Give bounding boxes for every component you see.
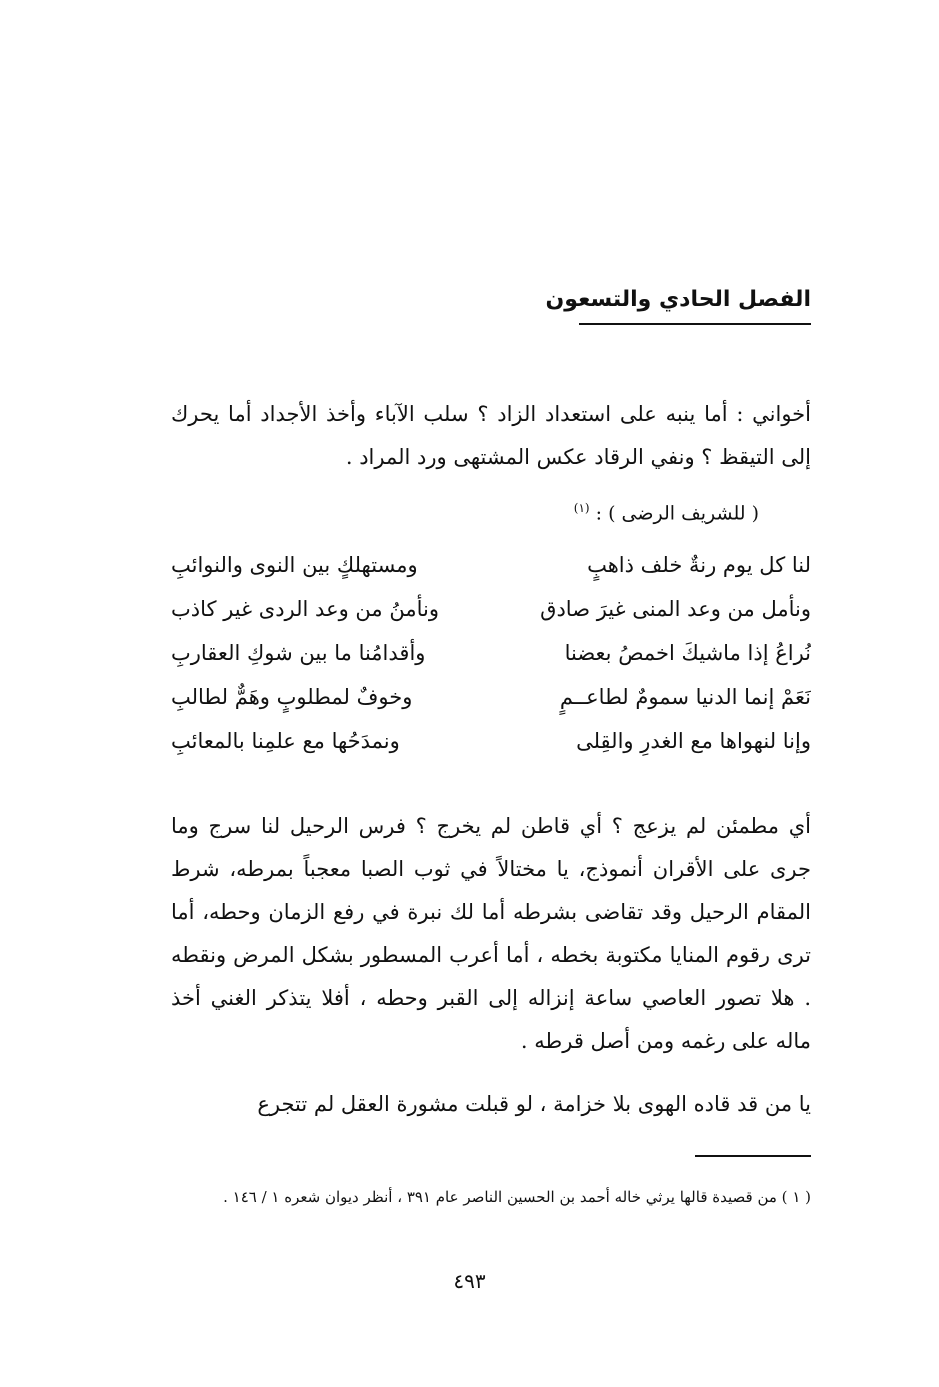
footnote-separator xyxy=(695,1155,811,1157)
title-underline xyxy=(579,323,811,325)
poem-verse xyxy=(171,633,811,677)
verse-first-hemistich: نَعَمْ إنما الدنيا سمومٌ لطاعــمٍ xyxy=(559,685,811,709)
footnote: ( ١ ) من قصيدة قالها يرثي خاله أحمد بن الحسين الناصر عام ٣٩١ ، أنظر ديوان شعره ١ / ١٤٦ . xyxy=(223,1188,811,1206)
verse-first-hemistich: لنا كل يوم رنةٌ خلف ذاهبٍ xyxy=(587,553,811,577)
last-paragraph: يا من قد قاده الهوى بلا خزامة ، لو قبلت مشورة العقل لم تتجرع xyxy=(257,1092,811,1116)
verse-second-hemistich: ونأمنُ من وعد الردى غير كاذب xyxy=(171,597,439,621)
verse-first-hemistich: نُراعُ إذا ماشيكَ اخمصُ بعضنا xyxy=(564,641,811,665)
poem-verse xyxy=(171,677,811,721)
attribution-text: ( للشريف الرضى ) : xyxy=(595,502,759,525)
poem-verse xyxy=(171,589,811,633)
verse-second-hemistich: ونمدَحُها مع علمِنا بالمعائبِ xyxy=(171,729,400,753)
footnote-marker: (١) xyxy=(573,501,590,515)
verse-second-hemistich: ومستهلكٍ بين النوى والنوائبِ xyxy=(171,553,418,577)
verse-second-hemistich: وأقدامُنا ما بين شوكِ العقاربِ xyxy=(171,641,426,665)
verse-first-hemistich: ونأمل من وعد المنى غيرَ صادق xyxy=(540,597,811,621)
chapter-title: الفصل الحادي والتسعون xyxy=(545,287,811,312)
verse-first-hemistich: وإنا لنهواها مع الغدرِ والقِلى xyxy=(576,729,811,753)
verse-second-hemistich: وخوفٌ لمطلوبٍ وهَمٌّ لطالبِ xyxy=(171,685,413,709)
page-number: ٤٩٣ xyxy=(453,1269,486,1293)
poem-attribution xyxy=(574,493,759,528)
poem-verse xyxy=(171,545,811,589)
middle-paragraph: أي مطمئن لم يزعج ؟ أي قاطن لم يخرج ؟ فرس الرحيل لنا سرج وما جرى على الأقران أنموذج، يا مختالاً في ثوب الصبا معجباً بمرطه، شرط المقام الرحيل وقد تقاضى بشرطه أما لك نبرة في رفع الزمان وحطه، أما ترى رقوم المنايا مكتوبة بخطه ، أما أعرب المسطور بشكل المرض ونقطه . هلا تصور العاصي ساعة إنزاله إلى القبر وحطه ، أفلا يتذكر الغني أخذ ماله على رغمه ومن أصل قرطه . xyxy=(171,814,811,1053)
poem xyxy=(171,545,811,765)
poem-verse xyxy=(171,721,811,765)
intro-paragraph: أخواني : أما ينبه على استعداد الزاد ؟ سلب الآباء وأخذ الأجداد أما يحرك إلى التيقظ ؟ ونفي الرقاد عكس المشتهى ورد المراد . xyxy=(171,402,811,469)
